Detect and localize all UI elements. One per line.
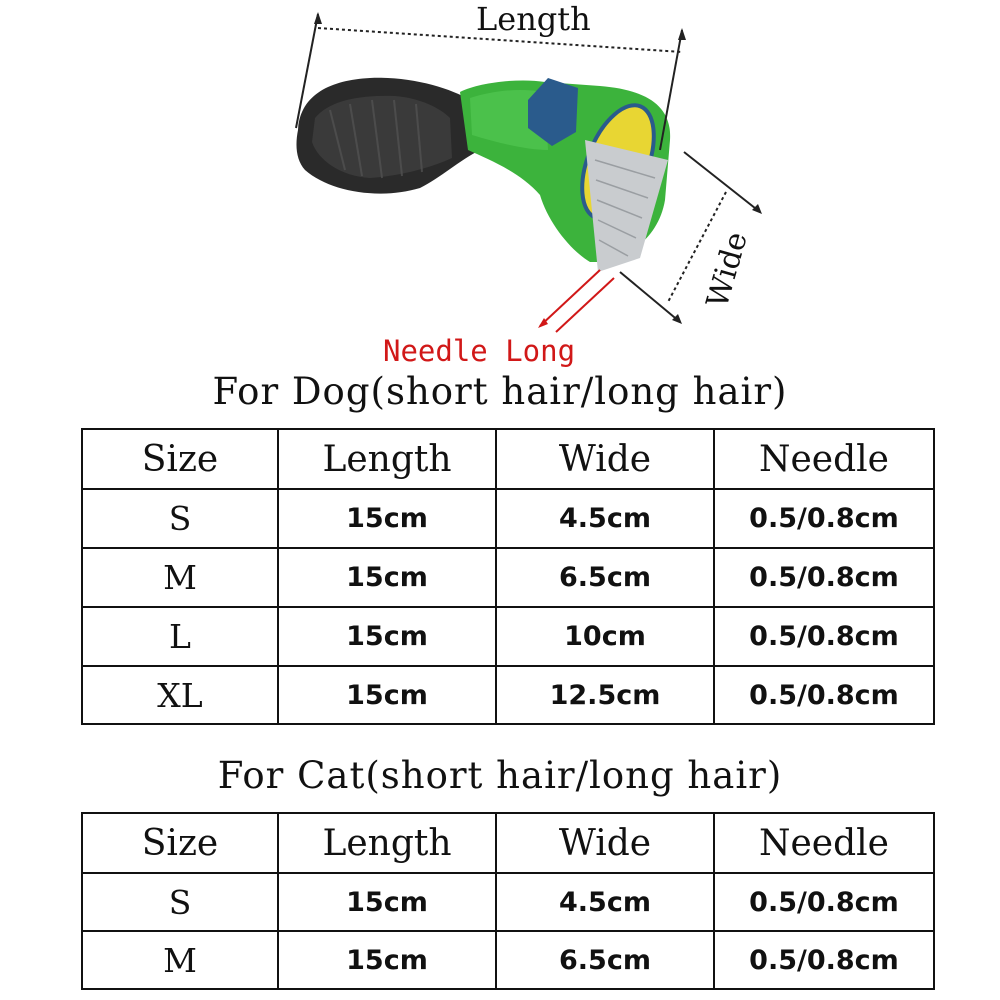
dog-section-heading: For Dog(short hair/long hair) [212, 370, 788, 413]
length-cell: 15cm [278, 607, 496, 666]
table-row [82, 548, 934, 607]
table-row [82, 931, 934, 989]
needle-cell: 0.5/0.8cm [714, 548, 934, 607]
column-header-wide: Wide [496, 429, 714, 489]
needle-length-label: Needle Long [383, 334, 576, 368]
length-cell: 15cm [278, 873, 496, 931]
column-header-length: Length [278, 429, 496, 489]
needle-cell: 0.5/0.8cm [714, 489, 934, 548]
wide-dimension-label: Wide [700, 228, 755, 312]
column-header-size: Size [82, 813, 278, 873]
column-header-needle: Needle [714, 813, 934, 873]
column-header-wide: Wide [496, 813, 714, 873]
length-cell: 15cm [278, 489, 496, 548]
length-dimension-label: Length [476, 0, 591, 38]
size-cell: M [82, 548, 278, 607]
cat-section-heading: For Cat(short hair/long hair) [217, 754, 783, 797]
needle-cell: 0.5/0.8cm [714, 873, 934, 931]
dog-size-table [81, 428, 935, 725]
cat-size-table [81, 812, 935, 990]
size-cell: S [82, 489, 278, 548]
deshedding-tool-image [0, 0, 1000, 370]
table-row [82, 873, 934, 931]
column-header-length: Length [278, 813, 496, 873]
needle-cell: 0.5/0.8cm [714, 931, 934, 989]
table-header-row [82, 429, 934, 489]
length-cell: 15cm [278, 931, 496, 989]
wide-cell: 6.5cm [496, 931, 714, 989]
size-cell: L [82, 607, 278, 666]
size-cell: M [82, 931, 278, 989]
table-row [82, 666, 934, 724]
wide-cell: 4.5cm [496, 873, 714, 931]
product-illustration [0, 0, 1000, 370]
column-header-needle: Needle [714, 429, 934, 489]
size-cell: S [82, 873, 278, 931]
length-cell: 15cm [278, 666, 496, 724]
handle-grip [312, 96, 452, 178]
needle-cell: 0.5/0.8cm [714, 666, 934, 724]
needle-cell: 0.5/0.8cm [714, 607, 934, 666]
size-cell: XL [82, 666, 278, 724]
wide-cell: 10cm [496, 607, 714, 666]
table-header-row [82, 813, 934, 873]
column-header-size: Size [82, 429, 278, 489]
wide-cell: 6.5cm [496, 548, 714, 607]
wide-cell: 4.5cm [496, 489, 714, 548]
table-row [82, 489, 934, 548]
wide-cell: 12.5cm [496, 666, 714, 724]
table-row [82, 607, 934, 666]
length-cell: 15cm [278, 548, 496, 607]
